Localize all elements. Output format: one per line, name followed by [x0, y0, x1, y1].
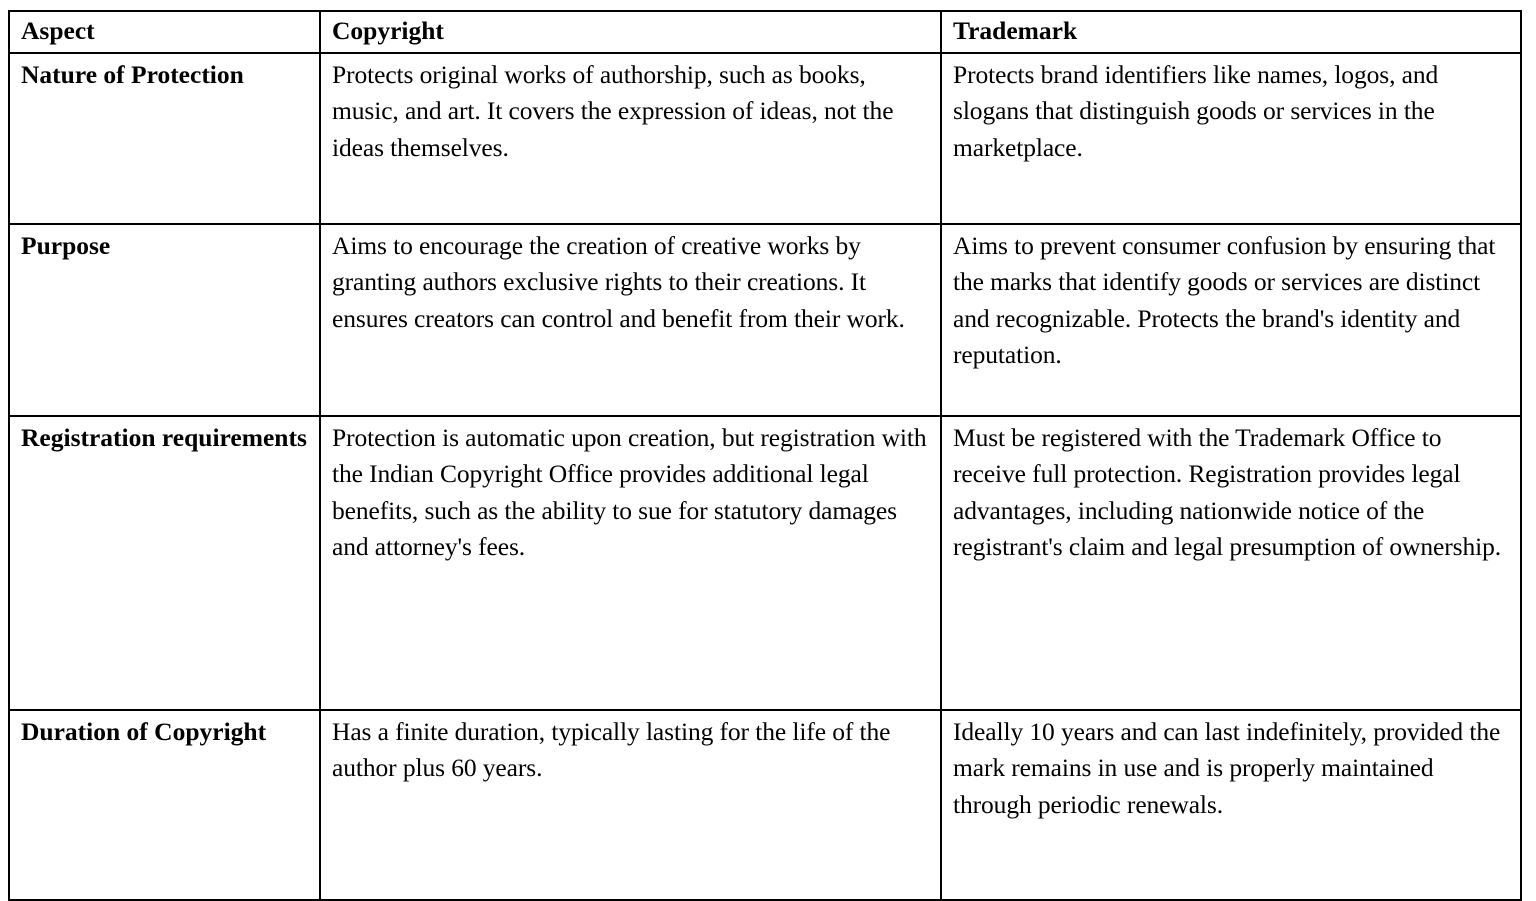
- cell-trademark-text: Protects brand identifiers like names, logos, and slogans that distinguish goods or services in the marketplace.: [953, 59, 1439, 162]
- cell-trademark-text: Aims to prevent consumer confusion by ensuring that the marks that identify goods or services are distinct and recognizable. Protects the brand's identity and reputation.: [953, 230, 1496, 370]
- cell-copyright-text: Protects original works of authorship, such as books, music, and art. It covers the expression of ideas, not the ideas themselves.: [332, 59, 894, 162]
- table-row: [9, 710, 1521, 900]
- cell-aspect: [9, 53, 320, 224]
- cell-aspect: [9, 416, 320, 710]
- cell-trademark-text: Ideally 10 years and can last indefinitely, provided the mark remains in use and is properly maintained through periodic renewals.: [953, 716, 1501, 819]
- table-body: [9, 53, 1521, 900]
- cell-aspect: [9, 224, 320, 416]
- cell-copyright-text: Protection is automatic upon creation, but registration with the Indian Copyright Office provides additional legal benefits, such as the ability to sue for statutory damages and attorney's fees.: [332, 422, 927, 562]
- cell-trademark: [941, 416, 1521, 710]
- table-row: [9, 416, 1521, 710]
- column-header-copyright: Copyright: [320, 11, 941, 53]
- cell-aspect-text: Nature of Protection: [21, 59, 244, 89]
- cell-copyright: [320, 224, 941, 416]
- cell-copyright: [320, 53, 941, 224]
- cell-copyright: [320, 416, 941, 710]
- column-header-aspect: Aspect: [9, 11, 320, 53]
- cell-aspect-text: Registration requirements: [21, 422, 307, 452]
- cell-aspect-text: Purpose: [21, 230, 111, 260]
- column-header-trademark: Trademark: [941, 11, 1521, 53]
- table-header-row: [9, 11, 1521, 53]
- cell-trademark-text: Must be registered with the Trademark Office to receive full protection. Registration provides legal advantages, including nationwide notice of the registrant's claim and legal presumption of ownership.: [953, 422, 1502, 562]
- cell-copyright: [320, 710, 941, 900]
- table-row: [9, 224, 1521, 416]
- comparison-table: [8, 10, 1522, 901]
- cell-trademark: [941, 710, 1521, 900]
- comparison-table-container: [8, 10, 1520, 901]
- cell-trademark: [941, 224, 1521, 416]
- cell-trademark: [941, 53, 1521, 224]
- table-header: [9, 11, 1521, 53]
- cell-aspect-text: Duration of Copyright: [21, 716, 267, 746]
- cell-copyright-text: Has a finite duration, typically lasting for the life of the author plus 60 years.: [332, 716, 891, 783]
- table-row: [9, 53, 1521, 224]
- cell-aspect: [9, 710, 320, 900]
- cell-copyright-text: Aims to encourage the creation of creative works by granting authors exclusive rights to their creations. It ensures creators can control and benefit from their work.: [332, 230, 905, 333]
